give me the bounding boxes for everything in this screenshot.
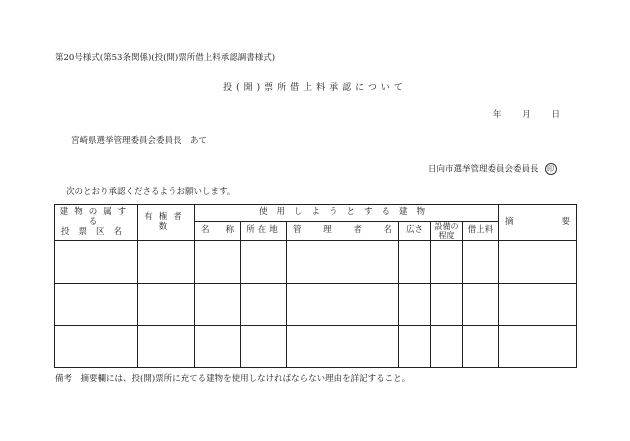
cell-location[interactable] (241, 325, 287, 367)
cell-area[interactable] (399, 241, 431, 283)
header-district (55, 205, 138, 241)
header-district-line1: 建物の属する (59, 207, 133, 227)
seal-mark: 印 (545, 163, 557, 175)
table-row (55, 283, 577, 325)
cell-manager[interactable] (287, 241, 399, 283)
cell-remarks[interactable] (499, 241, 577, 283)
header-remarks-a: 摘 (505, 216, 514, 227)
header-facility-line1: 設備の (434, 222, 459, 231)
header-rent: 借上料 (463, 222, 499, 241)
cell-facility[interactable] (431, 325, 463, 367)
cell-name[interactable] (195, 325, 241, 367)
cell-area[interactable] (399, 283, 431, 325)
cell-district[interactable] (55, 325, 138, 367)
cell-remarks[interactable] (499, 283, 577, 325)
header-manager (287, 222, 399, 241)
cell-location[interactable] (241, 241, 287, 283)
cell-district[interactable] (55, 283, 138, 325)
date-month: 月 (522, 110, 531, 120)
cell-district[interactable] (55, 241, 138, 283)
cell-name[interactable] (195, 283, 241, 325)
cell-rent[interactable] (463, 325, 499, 367)
cell-voters[interactable] (138, 325, 195, 367)
cell-location[interactable] (241, 283, 287, 325)
date-line (493, 111, 560, 120)
cell-voters[interactable] (138, 241, 195, 283)
header-area: 広さ (399, 222, 431, 241)
cell-manager[interactable] (287, 283, 399, 325)
addressee: 宮崎県選挙管理委員会委員長 あて (71, 136, 208, 146)
cell-name[interactable] (195, 241, 241, 283)
header-name (195, 222, 241, 241)
header-facility (431, 222, 463, 241)
header-location: 所在地 (241, 222, 287, 241)
cell-rent[interactable] (463, 241, 499, 283)
table-row (55, 241, 577, 283)
cell-manager[interactable] (287, 325, 399, 367)
header-district-line2: 投票区名 (60, 226, 131, 237)
header-remarks (499, 205, 577, 241)
cell-facility[interactable] (431, 283, 463, 325)
date-day: 日 (551, 110, 560, 120)
footer-note: 備考 摘要欄には、投(開)票所に充てる建物を使用しなければならない理由を詳記すること。 (55, 374, 411, 384)
header-remarks-b: 要 (561, 216, 571, 227)
cell-rent[interactable] (463, 283, 499, 325)
form-code: 第20号様式(第53条関係)(投(開)票所借上料承認調書様式) (55, 53, 276, 63)
cell-voters[interactable] (138, 283, 195, 325)
cell-remarks[interactable] (499, 325, 577, 367)
header-manager-b: 理 (323, 225, 332, 236)
header-manager-d: 名 (383, 225, 392, 236)
approval-table (54, 204, 577, 368)
table-row (55, 325, 577, 367)
header-voters: 有権者数 (138, 205, 195, 241)
request-text: 次のとおり承認くださるようお願いします。 (66, 187, 236, 197)
cell-area[interactable] (399, 325, 431, 367)
date-year: 年 (493, 110, 502, 120)
header-name-b: 称 (225, 225, 234, 236)
document-title: 投(開)票所借上料承認について (223, 83, 407, 93)
header-building-group: 使用しようとする建物 (195, 205, 499, 222)
header-facility-line2: 程度 (438, 231, 455, 241)
header-manager-c: 者 (353, 225, 362, 236)
cell-facility[interactable] (431, 241, 463, 283)
header-manager-a: 管 (293, 225, 302, 236)
header-name-a: 名 (201, 225, 210, 236)
sender (428, 163, 557, 175)
sender-name: 日向市選挙管理委員会委員長 (428, 164, 539, 175)
